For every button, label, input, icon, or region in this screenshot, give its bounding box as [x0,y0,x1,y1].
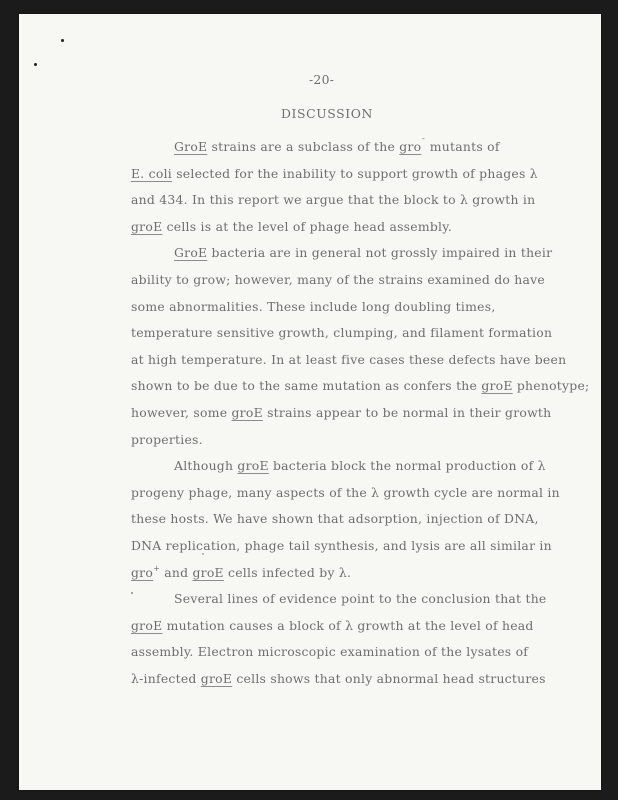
paragraph-1-line [131,219,452,234]
text-run: mutants of [425,139,500,154]
underlined-term: groE [481,378,513,394]
superscript: + [153,563,161,573]
underlined-term: groE [231,405,263,420]
underlined-term: gro [131,564,154,580]
text-run: DNA replication, phage tail synthesis, and lysis are all similar in [131,538,552,553]
text-run: some abnormalities. These include long doubling times, [131,298,496,314]
text-run: mutation causes a block of λ growth at the level of head [162,617,534,633]
text-run: strains appear to be normal in their growth [262,405,552,420]
paragraph-3-line [131,511,539,526]
underlined-term: groE [200,671,233,686]
text-run: progeny phage, many aspects of the λ growth cycle are normal in [131,484,560,500]
underlined-term: GroE [174,139,208,154]
text-run: and 434. In this report we argue that the block to λ growth in [131,192,536,208]
ink-speck [202,553,204,555]
text-run: phenotype; [512,378,590,394]
paragraph-4-line [131,618,534,633]
paragraph-3-line [131,538,552,553]
paragraph-2-line [131,378,589,393]
underlined-term: groE [192,564,224,580]
text-run: assembly. Electron microscopic examination of the lysates of [131,644,529,660]
paragraph-2-line [131,272,545,287]
underlined-term: gro [399,139,422,154]
paragraph-1-line [131,192,535,207]
text-run: selected for the inability to support growth of phages λ [172,165,538,181]
paragraph-1-line [131,166,538,181]
paragraph-3-line [174,458,546,473]
text-run: these hosts. We have shown that adsorption, injection of DNA, [131,511,539,527]
paragraph-2-line [131,352,566,367]
text-run: cells shows that only abnormal head structures [232,671,546,686]
text-run: cells infected by λ. [223,564,352,580]
paragraph-4-line [174,591,547,606]
underlined-term: groE [131,218,163,234]
paragraph-4-line [131,644,528,659]
document-page [19,14,601,790]
ink-speck [61,39,64,42]
underlined-term: groE [131,617,163,633]
paragraph-3-line [131,485,560,500]
paragraph-4-line [131,671,546,686]
text-run: strains are a subclass of the [207,139,400,154]
underlined-term: groE [237,458,269,474]
superscript: ¯ [421,138,426,147]
paragraph-2-line [174,245,552,260]
text-run: bacteria block the normal production of λ [268,458,546,474]
text-run: ability to grow; however, many of the strains examined do have [131,272,545,287]
text-run: temperature sensitive growth, clumping, and filament formation [131,325,553,341]
text-run: properties. [131,431,203,447]
paragraph-2-line [131,432,203,447]
text-run: Although [174,458,238,474]
paragraph-2-line [131,405,551,420]
text-run: Several lines of evidence point to the conclusion that the [174,591,547,607]
underlined-term: E. coli [131,165,172,181]
ink-speck [34,63,37,66]
text-run: and [160,564,193,580]
section-heading: DISCUSSION [281,106,373,121]
paragraph-3-line [131,565,351,580]
underlined-term: GroE [174,245,208,261]
text-run: however, some [131,405,232,420]
paragraph-2-line [131,299,496,314]
text-run: bacteria are in general not grossly impaired in their [207,245,553,261]
text-run: shown to be due to the same mutation as confers the [131,378,482,394]
paragraph-1-line [174,139,500,154]
text-run: λ-infected [131,671,201,686]
text-run: cells is at the level of phage head assembly. [162,218,453,234]
ink-speck [131,592,133,594]
page-number: -20- [309,72,335,87]
paragraph-2-line [131,325,552,340]
text-run: at high temperature. In at least five cases these defects have been [131,351,567,367]
